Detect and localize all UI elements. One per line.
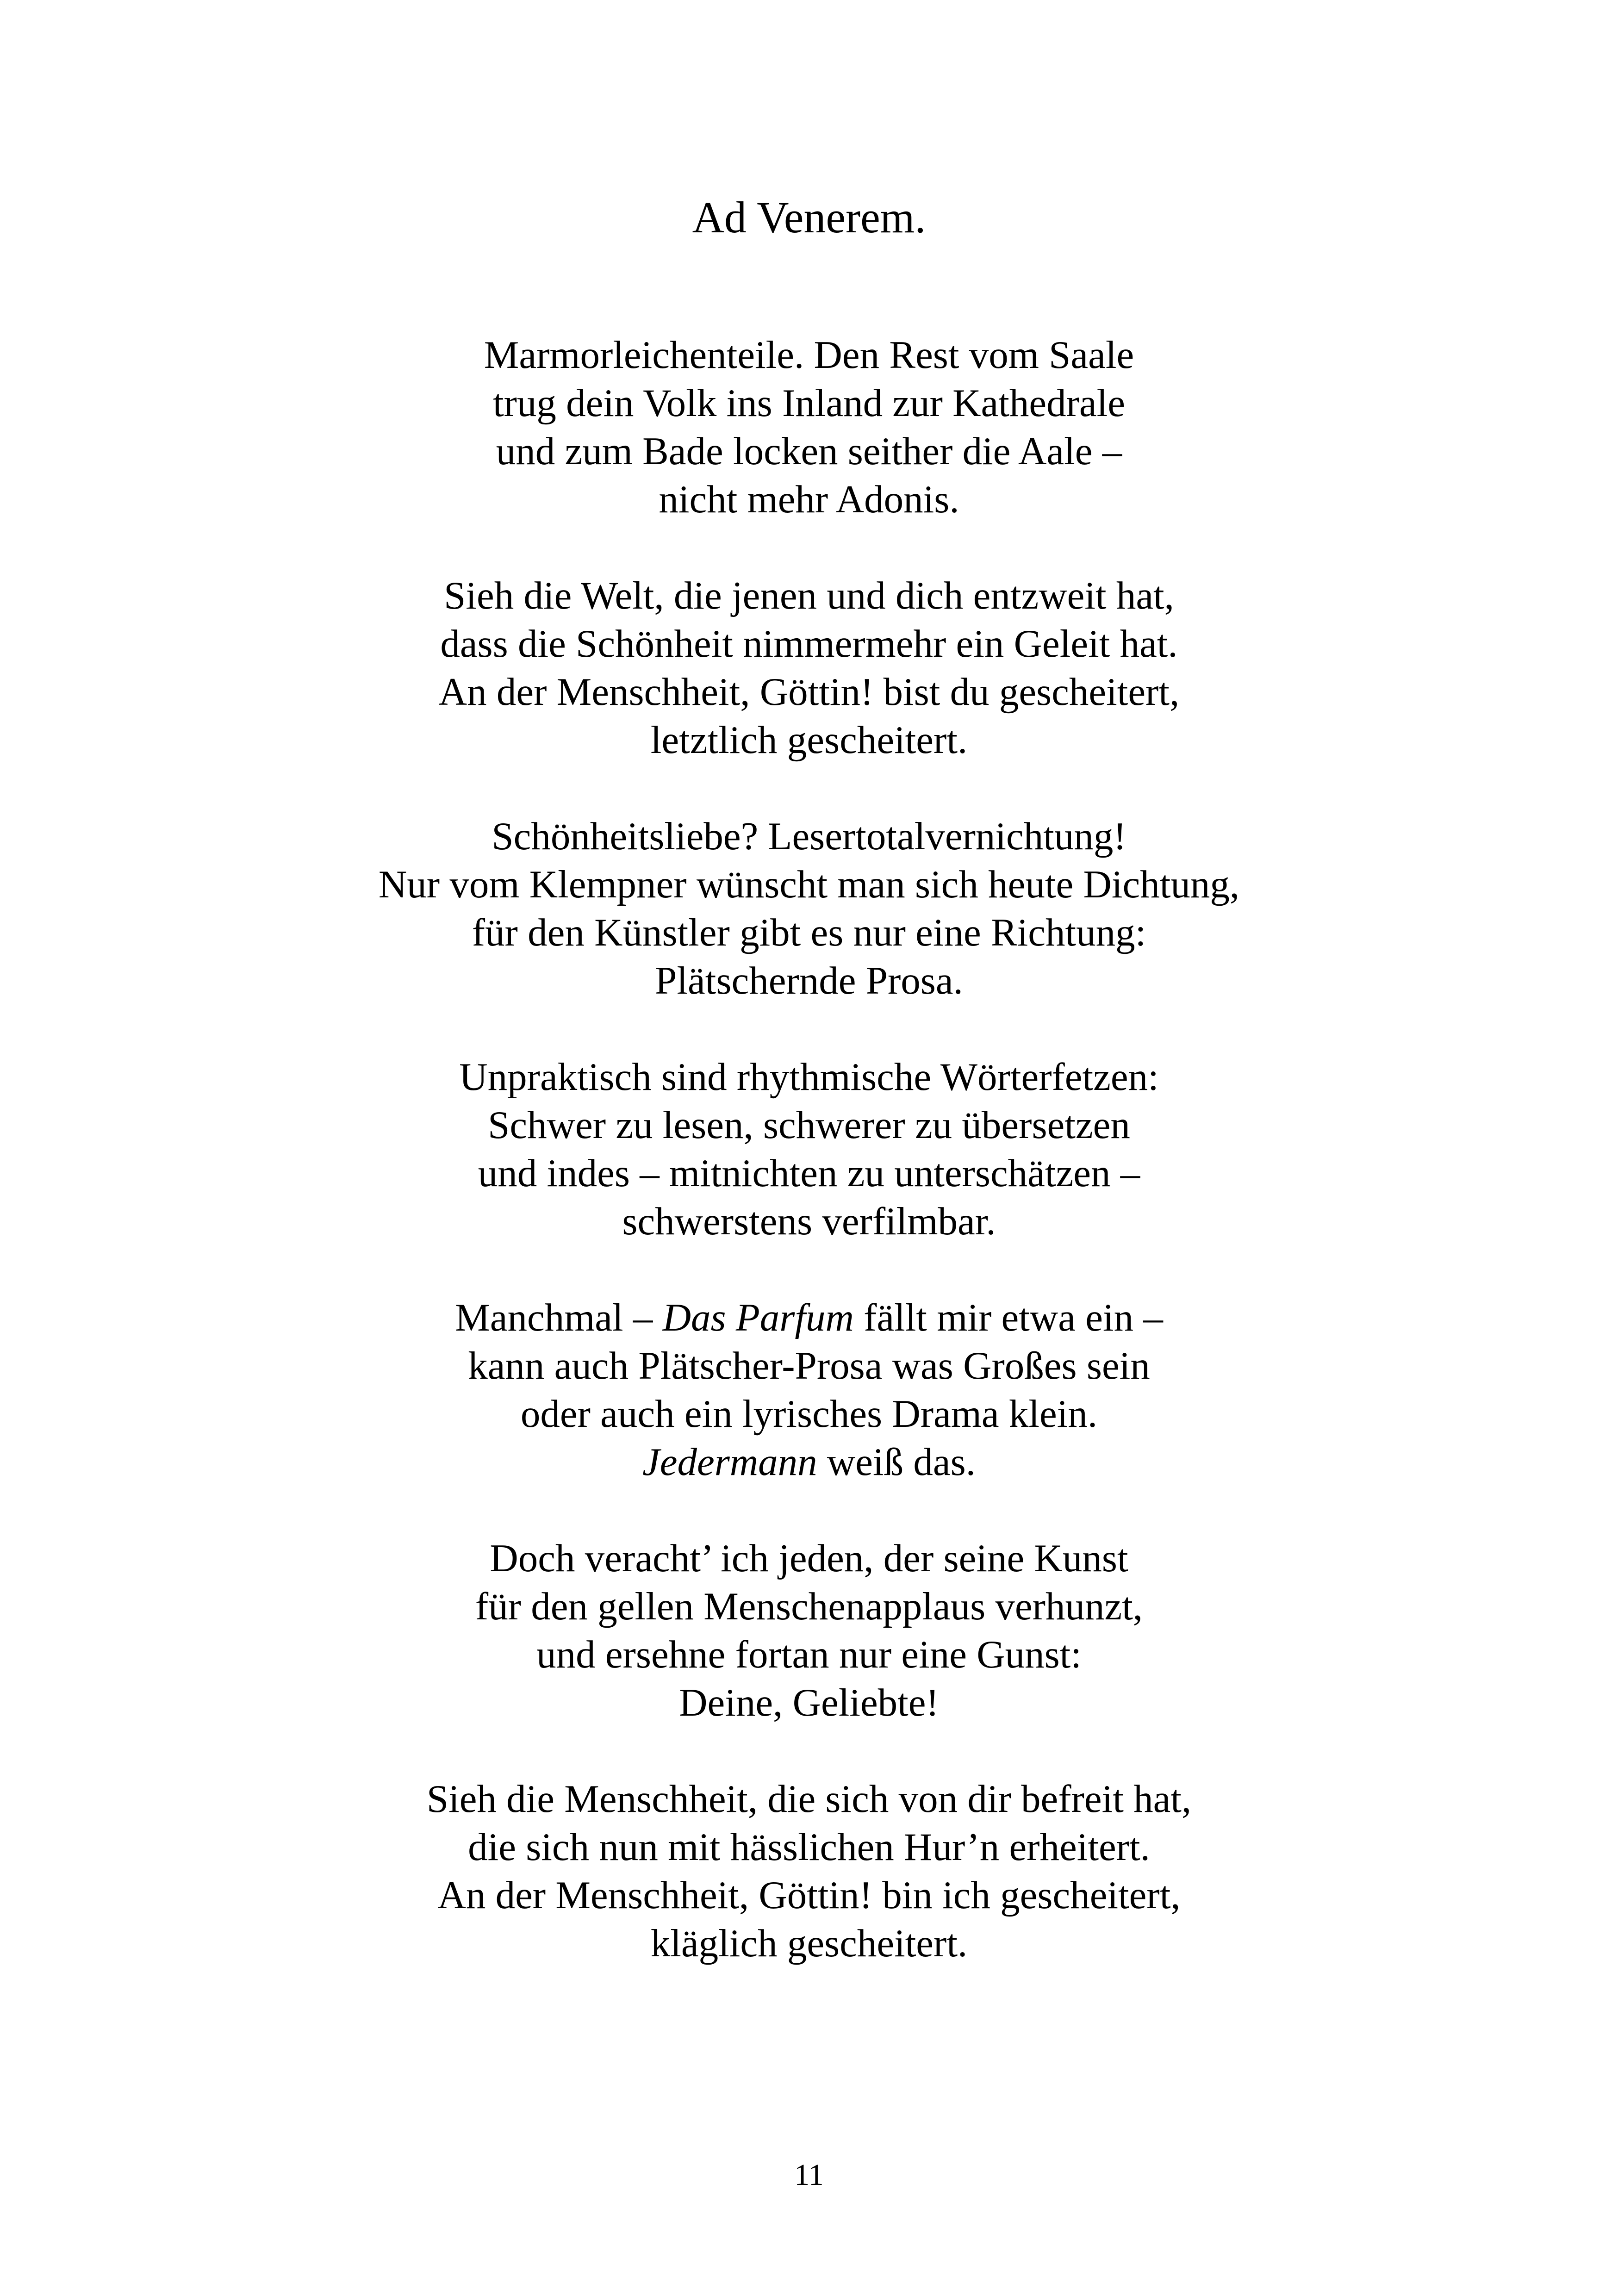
poem-line: trug dein Volk ins Inland zur Kathedrale	[493, 381, 1125, 425]
stanza-7	[0, 1775, 1618, 1967]
stanza-2	[0, 572, 1618, 764]
poem-line: nicht mehr Adonis.	[659, 478, 959, 521]
poem-line: schwerstens verfilmbar.	[622, 1200, 996, 1243]
poem-line: für den gellen Menschenapplaus verhunzt,	[475, 1585, 1143, 1628]
poem-line: für den Künstler gibt es nur eine Richtung:	[472, 911, 1146, 954]
poem-line: kann auch Plätscher-Prosa was Großes sein	[468, 1344, 1150, 1388]
page-number: 11	[794, 2158, 824, 2192]
poem-line: Schwer zu lesen, schwerer zu übersetzen	[488, 1103, 1130, 1147]
poem-line: Doch veracht’ ich jeden, der seine Kunst	[490, 1537, 1128, 1580]
poem-title: Ad Venerem.	[692, 193, 926, 242]
italic-title: Das Parfum	[662, 1296, 854, 1339]
poem-line: und ersehne fortan nur eine Gunst:	[536, 1633, 1082, 1676]
line-text: Manchmal –	[455, 1296, 663, 1339]
stanza-3	[0, 812, 1618, 1005]
poem-line	[0, 1294, 1618, 1342]
poem-line: Sieh die Menschheit, die sich von dir befreit hat,	[426, 1777, 1192, 1821]
poem-line: die sich nun mit hässlichen Hur’n erheitert.	[468, 1825, 1150, 1869]
poem-line: Plätschernde Prosa.	[655, 959, 963, 1002]
stanza-1	[0, 331, 1618, 523]
stanza-4	[0, 1053, 1618, 1245]
poem-line: letztlich gescheitert.	[650, 718, 968, 762]
poem-line: Marmorleichenteile. Den Rest vom Saale	[484, 333, 1134, 377]
stanza-5	[0, 1294, 1618, 1486]
poem-line: Unpraktisch sind rhythmische Wörterfetzen:	[459, 1055, 1159, 1099]
poem-line: dass die Schönheit nimmermehr ein Geleit hat.	[440, 622, 1178, 666]
poem-line: Sieh die Welt, die jenen und dich entzweit hat,	[444, 574, 1174, 617]
line-text: weiß das.	[817, 1440, 976, 1484]
poem-line: Schönheitsliebe? Lesertotalvernichtung!	[492, 815, 1126, 858]
stanza-6	[0, 1534, 1618, 1727]
poem-line: Deine, Geliebte!	[679, 1681, 939, 1724]
poem-line: und indes – mitnichten zu unterschätzen –	[478, 1151, 1140, 1195]
poem-line: und zum Bade locken seither die Aale –	[496, 429, 1122, 473]
poem-line: oder auch ein lyrisches Drama klein.	[520, 1392, 1098, 1436]
line-text: fällt mir etwa ein –	[853, 1296, 1163, 1339]
italic-title: Jedermann	[642, 1440, 817, 1484]
poem-line	[0, 1438, 1618, 1486]
poem-line: kläglich gescheitert.	[650, 1922, 968, 1965]
poem-body	[0, 331, 1618, 2016]
poem-line: Nur vom Klempner wünscht man sich heute Dichtung,	[378, 863, 1240, 906]
poem-line: An der Menschheit, Göttin! bin ich gescheitert,	[437, 1873, 1181, 1917]
poem-line: An der Menschheit, Göttin! bist du gescheitert,	[438, 670, 1180, 714]
